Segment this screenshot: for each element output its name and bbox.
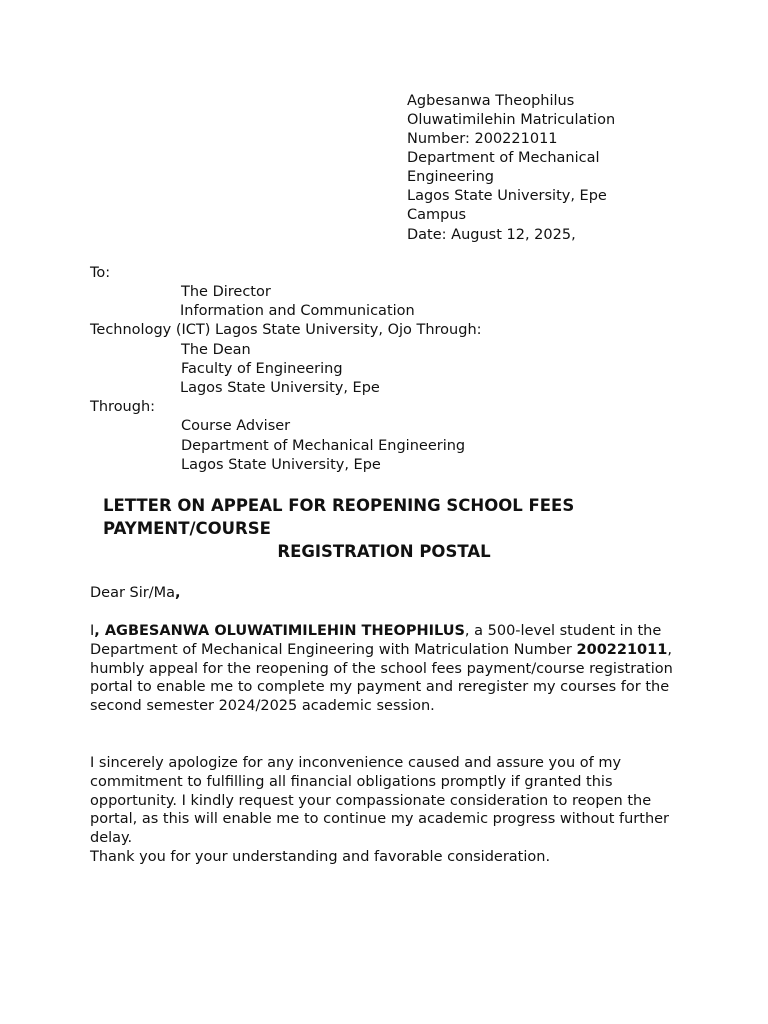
body-paragraph [90,622,680,716]
to-label: To: [90,265,111,281]
sender-date: Date: August 12, 2025, [407,227,576,243]
paragraph-text: , a 500-level student in the Department of Mechanical Engineering with Matriculation Number [90,623,662,658]
paragraph-text: , humbly appeal for the reopening of the school fees payment/course registration portal to enable me to complete my payment and reregister my courses for the second semester 2024/2025 academic session. [90,641,673,715]
salutation [90,584,181,603]
subject-line: LETTER ON APPEAL FOR REOPENING SCHOOL FEES [103,496,575,515]
closing-line: Thank you for your understanding and favorable consideration. [90,849,551,865]
sender-line: Oluwatimilehin Matriculation [407,112,616,128]
recipient-dean: The Dean [181,342,251,358]
matric-number: 200221011 [576,641,668,658]
sender-line: Campus [407,207,467,223]
recipient-director: The Director [181,284,271,300]
recipient-ict-line2: Technology (ICT) Lagos State University, Ojo Through: [90,322,482,338]
sender-line: Lagos State University, Epe [407,188,607,204]
sender-line: Agbesanwa Theophilus [407,93,575,109]
sender-line: Engineering [407,169,494,185]
sender-line: Department of Mechanical [407,150,600,166]
paragraph-text: I [90,623,95,639]
salutation-text: Dear Sir/Ma [90,585,176,601]
recipient-ict-line1: Information and Communication [180,303,415,319]
body-paragraph: I sincerely apologize for any inconvenience caused and assure you of my commitment to fulfilling all financial obligations promptly if granted this opportunity. I kindly request your compassionate consideration to reopen the portal, as this will enable me to continue my academic progress without further delay. [90,755,670,847]
subject-line: PAYMENT/COURSE [103,519,271,538]
recipient-university: Lagos State University, Epe [181,457,381,473]
subject-line: REGISTRATION POSTAL [277,542,491,561]
recipient-university: Lagos State University, Epe [180,380,380,396]
recipient-department: Department of Mechanical Engineering [181,438,466,454]
through-label: Through: [90,399,156,415]
recipient-adviser: Course Adviser [181,418,291,434]
salutation-comma: , [175,585,181,601]
recipient-faculty: Faculty of Engineering [181,361,343,377]
sender-line: Number: 200221011 [407,131,558,147]
student-name: , AGBESANWA OLUWATIMILEHIN THEOPHILUS [94,623,465,639]
